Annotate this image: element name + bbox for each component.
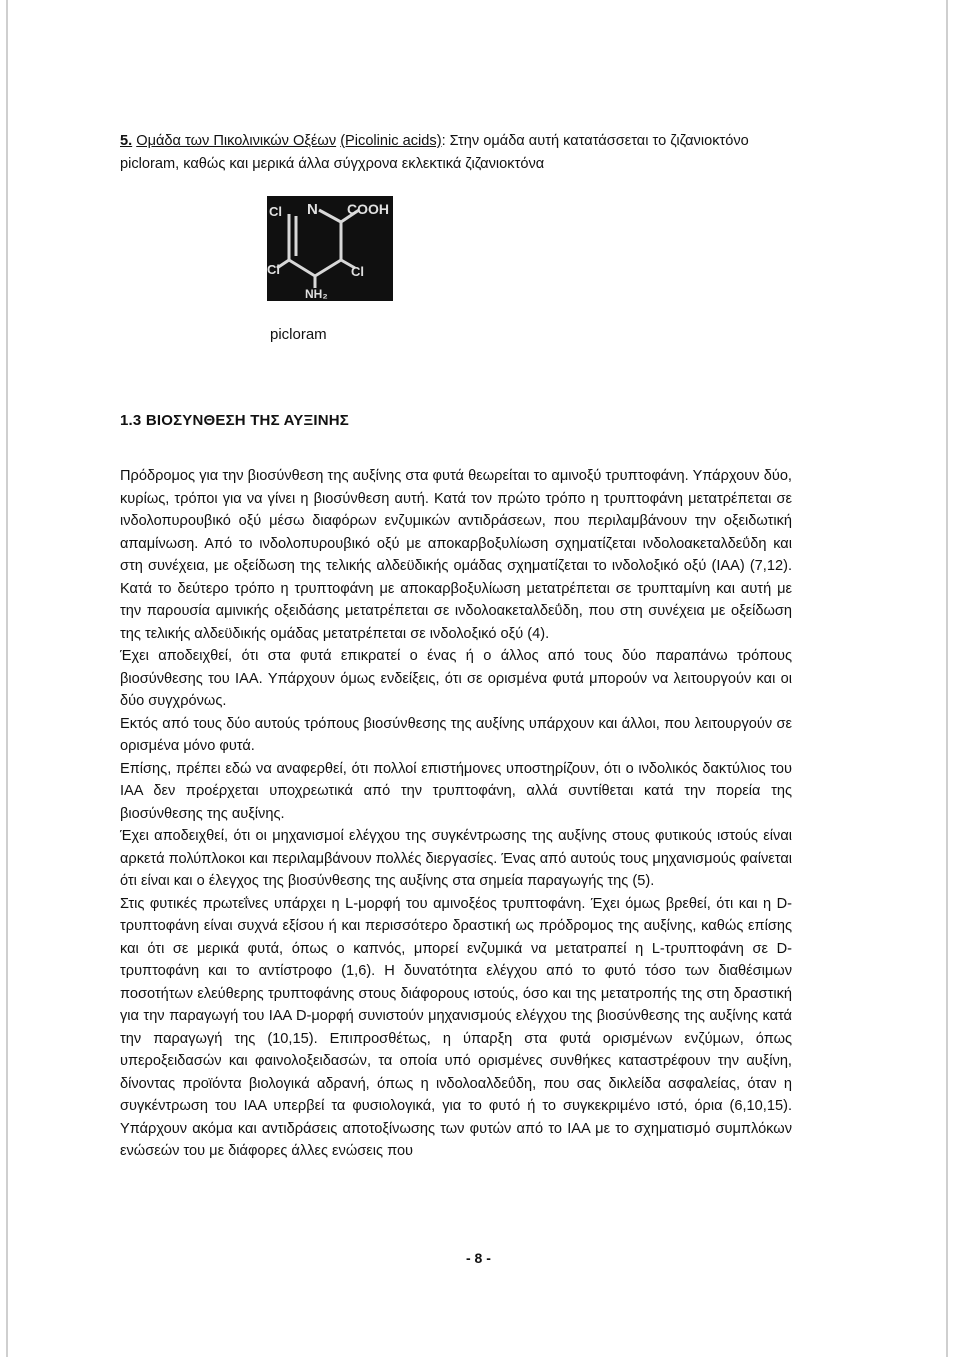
atom-label: Cl bbox=[351, 264, 364, 279]
intro-title: Ομάδα των Πικολινικών Οξέων bbox=[136, 133, 337, 149]
picloram-structure-figure bbox=[267, 196, 393, 301]
atom-label: COOH bbox=[347, 201, 389, 217]
intro-block bbox=[120, 130, 792, 176]
intro-text: : Στην ομάδα αυτή κατατάσσεται το ζιζανιοκτόνο picloram, καθώς και μερικά άλλα σύγχρονα εκλεκτικά ζιζανιοκτόνα bbox=[120, 133, 749, 172]
chemical-structure-image bbox=[267, 196, 393, 301]
paragraph: Πρόδρομος για την βιοσύνθεση της αυξίνης στα φυτά θεωρείται το αμινοξύ τρυπτοφάνη. Υπάρχουν δύο, κυρίως, τρόποι για να γίνει η βιοσύνθεση αυτή. Κατά τον πρώτο τρόπο η τρυπτοφάνη μετατρέπεται σε ινδολοπυρουβικό οξύ μέσω διαφόρων ενζυμικών αντιδράσεων, που περιλαμβάνουν την οξειδωτική απαμίνωση. Από το ινδολοπυρουβικό οξύ με αποκαρβοξυλίωση σχηματίζεται ινδολοακεταλδεΰδη και στη συνέχεια, με οξείδωση της τελικής αλδεϋδικής ομάδας σχηματίζεται το ινδολοξικό οξύ (IAA) (7,12). Κατά το δεύτερο τρόπο η τρυπτοφάνη με αποκαρβοξυλίωση μετατρέπεται σε τρυπταμίνη και αυτή με την παρουσία αμινικής οξειδάσης μετατρέπεται σε ινδολοακεταλδεΰδη, που στη συνέχεια με οξείδωση της τελικής αλδεϋδικής ομάδας μετατρέπεται σε ινδολοξικό οξύ (4). bbox=[120, 468, 792, 642]
paragraph: Εκτός από τους δύο αυτούς τρόπους βιοσύνθεσης της αυξίνης υπάρχουν και άλλοι, που λειτουργούν σε ορισμένα μόνο φυτά. bbox=[120, 715, 792, 754]
paragraph: Έχει αποδειχθεί, ότι οι μηχανισμοί ελέγχου της συγκέντρωσης της αυξίνης στους φυτικούς ιστούς είναι αρκετά πολύπλοκοι και περιλαμβάνουν πολλές διεργασίες. Ένας από αυτούς τους μηχανισμούς φαίνεται ότι είναι και ο έλεγχος της βιοσύνθεσης της αυξίνης στα σημεία παραγωγής της (5). bbox=[120, 828, 792, 889]
paragraph: Έχει αποδειχθεί, ότι στα φυτά επικρατεί ο ένας ή ο άλλος από τους δύο παραπάνω τρόπους βιοσύνθεσης του IAA. Υπάρχουν όμως ενδείξεις, ότι σε ορισμένα φυτά μπορούν να λειτουργούν και οι δύο συγχρόνως. bbox=[120, 648, 792, 709]
paragraph: Επίσης, πρέπει εδώ να αναφερθεί, ότι πολλοί επιστήμονες υποστηρίζουν, ότι ο ινδολικός δακτύλιος του IAA δεν προέρχεται υποχρεωτικά από την τρυπτοφάνη, αλλά συντίθεται κατά την πορεία της βιοσύνθεσης της αυξίνης. bbox=[120, 760, 792, 822]
atom-label: Cl bbox=[267, 262, 280, 277]
scan-edge-left bbox=[6, 0, 8, 1357]
section-heading: 1.3 ΒΙΟΣΥΝΘΕΣΗ ΤΗΣ ΑΥΞΙΝΗΣ bbox=[120, 412, 349, 429]
scan-edge-right bbox=[946, 0, 948, 1357]
page-number: - 8 - bbox=[466, 1250, 491, 1266]
atom-label: N bbox=[307, 201, 318, 218]
intro-number: 5. bbox=[120, 133, 133, 149]
paragraph: Στις φυτικές πρωτεΐνες υπάρχει η L-μορφή του αμινοξέος τρυπτοφάνη. Έχει όμως βρεθεί, ότι και η D-τρυπτοφάνη είναι συχνά εξίσου ή και περισσότερο δραστική ως πρόδρομος της αυξίνης, καθώς επίσης και ότι σε μερικά φυτά, όπως ο καπνός, μπορεί ενζυμικά να μετατραπεί η L-τρυπτοφάνη σε D-τρυπτοφάνη και το αντίστροφο (1,6). Η δυνατότητα ελέγχου από το φυτό τόσο των διαθέσιμων ποσοτήτων ελεύθερης τρυπτοφάνης στους διάφορους ιστούς, όσο και της μετατροπής της στη δραστική για την παραγωγή του IAA D-μορφή συνιστούν μηχανισμούς ελέγχου της βιοσύνθεσης της αυξίνης κατά την παραγωγή της (10,15). Επιπροσθέτως, η ύπαρξη στα φυτά ορισμένων ενζύμων, όπως υπεροξειδασών και φαινολοξειδασών, τα οποία υπό ορισμένες συνθήκες καταστρέφουν την αυξίνη, δίνοντας προϊόντα βιολογικά αδρανή, όπως η ινδολοαλδεΰδη, που σας δικλείδα ασφαλείας, όταν η συγκέντρωση του IAA υπερβεί τα φυσιολογικά, για το φυτό ή το συγκεκριμένο ιστό, όρια (6,10,15). Υπάρχουν ακόμα και αντιδράσεις αποτοξίνωσης των φυτών από το IAA με το σχηματισμό συμπλόκων ενώσεών του με διάφορες άλλες ενώσεις που bbox=[120, 895, 792, 1159]
atom-label: NH₂ bbox=[305, 287, 328, 301]
body-text bbox=[120, 465, 792, 1163]
structure-caption: picloram bbox=[270, 326, 327, 343]
intro-paragraph bbox=[120, 130, 792, 176]
atom-label: Cl bbox=[269, 204, 282, 219]
intro-paren: (Picolinic acids) bbox=[340, 133, 442, 149]
